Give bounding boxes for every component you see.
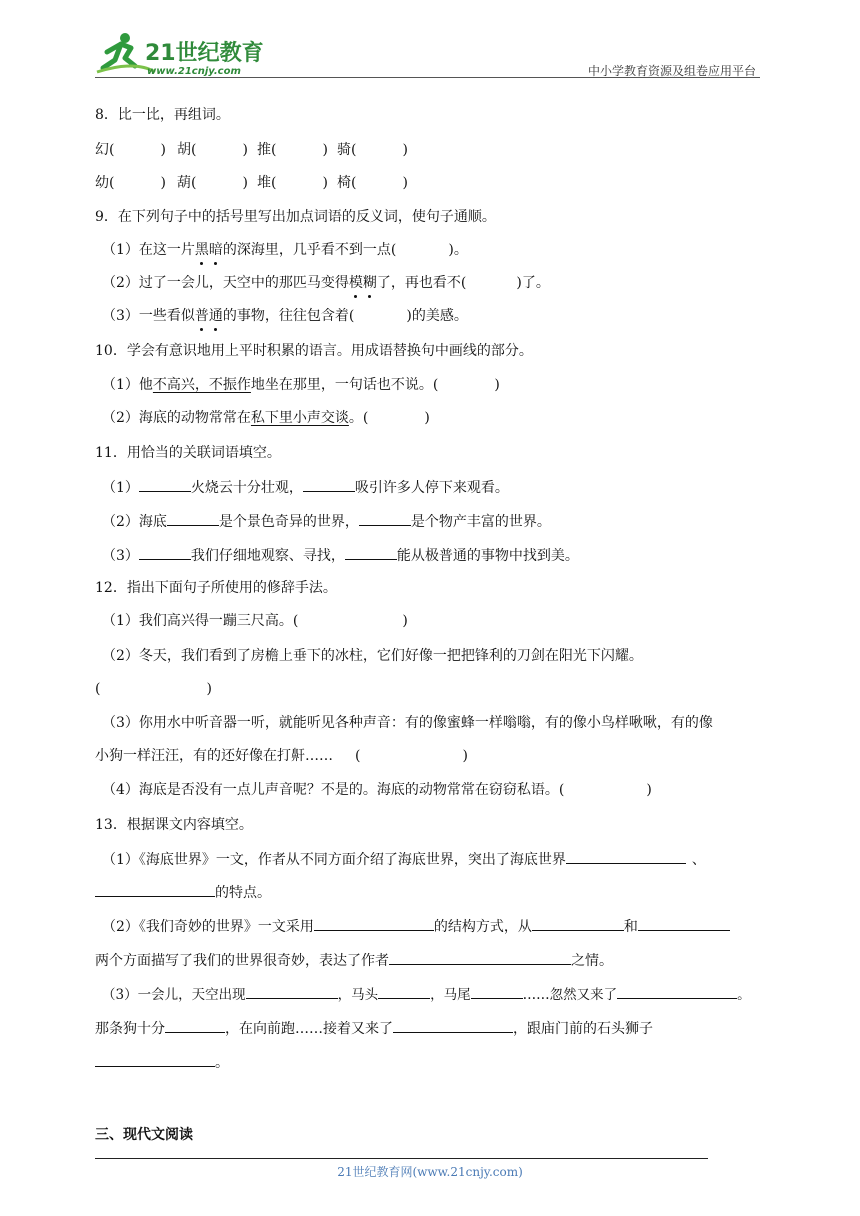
q10-title: 10．学会有意识地用上平时积累的语言。用成语替换句中画线的部分。 xyxy=(95,343,533,359)
platform-name: 中小学教育资源及组卷应用平台 xyxy=(587,64,756,78)
q8-row1: 幻( ) 胡( ) 推( ) 骑( ) xyxy=(95,142,408,158)
q12-sentence-2-answer: ( ) xyxy=(95,681,212,697)
q13-sentence-2-line1: （2）《我们奇妙的世界》一文采用 的结构方式，从 和 xyxy=(102,916,730,937)
q11-sentence-1: （1） 火烧云十分壮观， 吸引许多人停下来观看。 xyxy=(102,477,509,498)
q8-title: 8．比一比，再组词。 xyxy=(95,107,230,123)
answer-blank xyxy=(389,950,571,965)
answer-blank xyxy=(139,545,191,560)
answer-blank xyxy=(139,477,191,492)
q13-sentence-3-line2: 那条狗十分 ，在向前跑……接着又来了 ，跟庙门前的石头狮子 xyxy=(95,1018,653,1039)
answer-blank xyxy=(532,916,624,931)
answer-blank xyxy=(246,984,338,999)
answer-blank xyxy=(378,984,430,999)
q9-sentence-3: （3）一些看似普通的事物，往往包含着( )的美感。 xyxy=(102,308,468,324)
q9-sentence-2: （2）过了一会儿，天空中的那匹马变得模糊了，再也看不( )了。 xyxy=(102,275,550,291)
answer-blank xyxy=(165,1018,225,1033)
q13-sentence-1-line2: 的特点。 xyxy=(95,882,271,903)
q8-row2: 幼( ) 葫( ) 堆( ) 椅( ) xyxy=(95,175,408,191)
section-heading: 三、现代文阅读 xyxy=(95,1127,193,1143)
q12-title: 12．指出下面句子所使用的修辞手法。 xyxy=(95,580,337,596)
answer-blank xyxy=(471,984,523,999)
svg-text:www.21cnjy.com: www.21cnjy.com xyxy=(147,66,241,77)
q9-title: 9．在下列句子中的括号里写出加点词语的反义词，使句子通顺。 xyxy=(95,209,496,225)
answer-blank xyxy=(167,511,219,526)
q12-sentence-3-line1: （3）你用水中听音器一听，就能听见各种声音：有的像蜜蜂一样嗡嗡，有的像小鸟样啾啾，有的像 xyxy=(102,715,713,731)
answer-blank xyxy=(566,849,686,864)
q11-title: 11．用恰当的关联词语填空。 xyxy=(95,445,281,461)
page-header xyxy=(95,30,760,80)
q10-sentence-1: （1）他不高兴，不振作地坐在那里，一句话也不说。( ) xyxy=(102,377,500,393)
footer-divider xyxy=(95,1158,708,1159)
answer-blank xyxy=(95,1052,215,1067)
answer-blank xyxy=(359,511,411,526)
logo xyxy=(95,30,295,78)
q13-sentence-1-line1: （1）《海底世界》一文，作者从不同方面介绍了海底世界，突出了海底世界 、 xyxy=(102,849,706,870)
q13-sentence-2-line2: 两个方面描写了我们的世界很奇妙，表达了作者 之情。 xyxy=(95,950,613,971)
q12-sentence-3-line2: 小狗一样汪汪，有的还好像在打鼾…… ( ) xyxy=(95,748,468,764)
answer-blank xyxy=(617,984,737,999)
svg-text:21世纪教育: 21世纪教育 xyxy=(145,41,264,66)
q11-sentence-2: （2）海底 是个景色奇异的世界， 是个物产丰富的世界。 xyxy=(102,511,551,532)
q12-sentence-2: （2）冬天，我们看到了房檐上垂下的冰柱，它们好像一把把锋利的刀剑在阳光下闪耀。 xyxy=(102,648,643,664)
q11-sentence-3: （3） 我们仔细地观察、寻找， 能从极普通的事物中找到美。 xyxy=(102,545,579,566)
answer-blank xyxy=(314,916,434,931)
q13-sentence-3-line1: （3）一会儿，天空出现 ，马头 ，马尾 ……忽然又来了 。 xyxy=(102,984,751,1005)
header-divider xyxy=(95,77,760,78)
q13-title: 13．根据课文内容填空。 xyxy=(95,817,253,833)
q12-sentence-4: （4）海底是否没有一点儿声音呢？不是的。海底的动物常常在窃窃私语。( ) xyxy=(102,782,652,798)
q12-sentence-1: （1）我们高兴得一蹦三尺高。( ) xyxy=(102,613,408,629)
answer-blank xyxy=(95,882,215,897)
footer-link[interactable]: 21世纪教育网(www.21cnjy.com) xyxy=(337,1165,523,1179)
answer-blank xyxy=(393,1018,513,1033)
answer-blank xyxy=(638,916,730,931)
q13-sentence-3-line3: 。 xyxy=(95,1052,229,1073)
answer-blank xyxy=(303,477,355,492)
q9-sentence-1: （1）在这一片黑暗的深海里，几乎看不到一点( )。 xyxy=(102,242,468,258)
answer-blank xyxy=(345,545,397,560)
q10-sentence-2: （2）海底的动物常常在私下里小声交谈。( ) xyxy=(102,410,430,426)
